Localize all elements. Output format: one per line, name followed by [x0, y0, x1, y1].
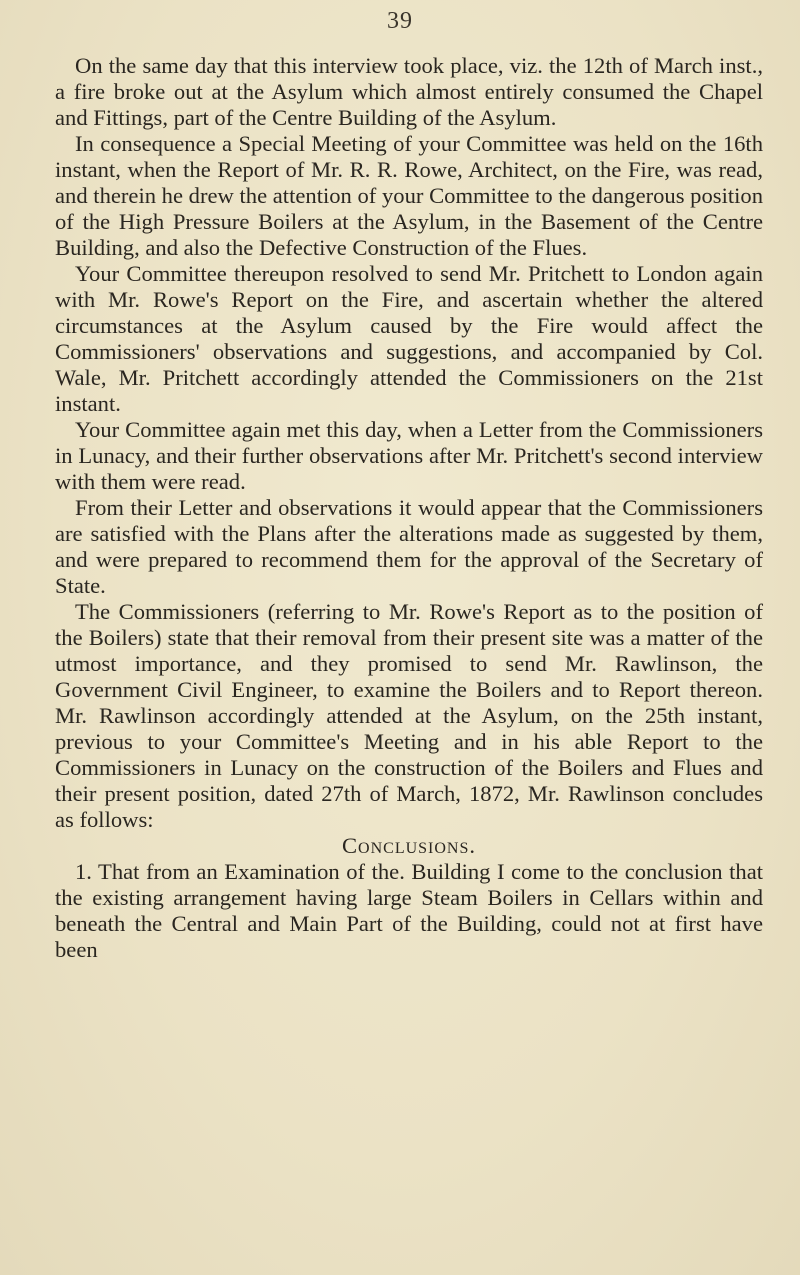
conclusion-item-1: 1. That from an Examination of the. Building I come to the conclusion that the existing arrangement having large Steam Boilers in Cellars within and beneath the Central and Main Part of the Building, could not at first have been: [55, 859, 763, 962]
conclusions-heading: Conclusions.: [341, 833, 477, 858]
body-text: [55, 53, 763, 963]
paragraph-boilers-report: The Commissioners (referring to Mr. Rowe's Report as to the position of the Boilers) state that their removal from their present site was a matter of the utmost importance, and they promised to send Mr. Rawlinson, the Government Civil Engineer, to examine the Boilers and to Report thereon. Mr. Rawlinson accordingly attended at the Asylum, on the 25th instant, previous to your Committee's Meeting and in his able Report to the Commissioners in Lunacy on the construction of the Boilers and Flues and their present position, dated 27th of March, 1872, Mr. Rawlinson concludes as follows:: [55, 599, 763, 832]
paragraph-special-meeting: In consequence a Special Meeting of your Committee was held on the 16th instant, when the Report of Mr. R. R. Rowe, Architect, on the Fire, was read, and therein he drew the attention of your Committee to the dangerous position of the High Pressure Boilers at the Asylum, in the Basement of the Centre Building, and also the Defective Construction of the Flues.: [55, 131, 763, 260]
paragraph-committee-resolved: Your Committee thereupon resolved to send Mr. Pritchett to London again with Mr. Rowe's Report on the Fire, and ascertain whether the altered circumstances at the Asylum caused by the Fire would affect the Commissioners' observations and suggestions, and accompanied by Col. Wale, Mr. Pritchett accordingly attended the Commissioners on the 21st instant.: [55, 261, 763, 416]
paragraph-fire: On the same day that this interview took place, viz. the 12th of March inst., a fire broke out at the Asylum which almost entirely consumed the Chapel and Fittings, part of the Centre Building of the Asylum.: [55, 53, 763, 130]
page-number: 39: [387, 8, 413, 34]
paragraph-committee-met: Your Committee again met this day, when a Letter from the Commissioners in Lunacy, and their further observations after Mr. Pritchett's second interview with them were read.: [55, 417, 763, 494]
paragraph-letter-observations: From their Letter and observations it would appear that the Commissioners are satisfied with the Plans after the alterations made as suggested by them, and were prepared to recommend them for the approval of the Secretary of State.: [55, 495, 763, 598]
